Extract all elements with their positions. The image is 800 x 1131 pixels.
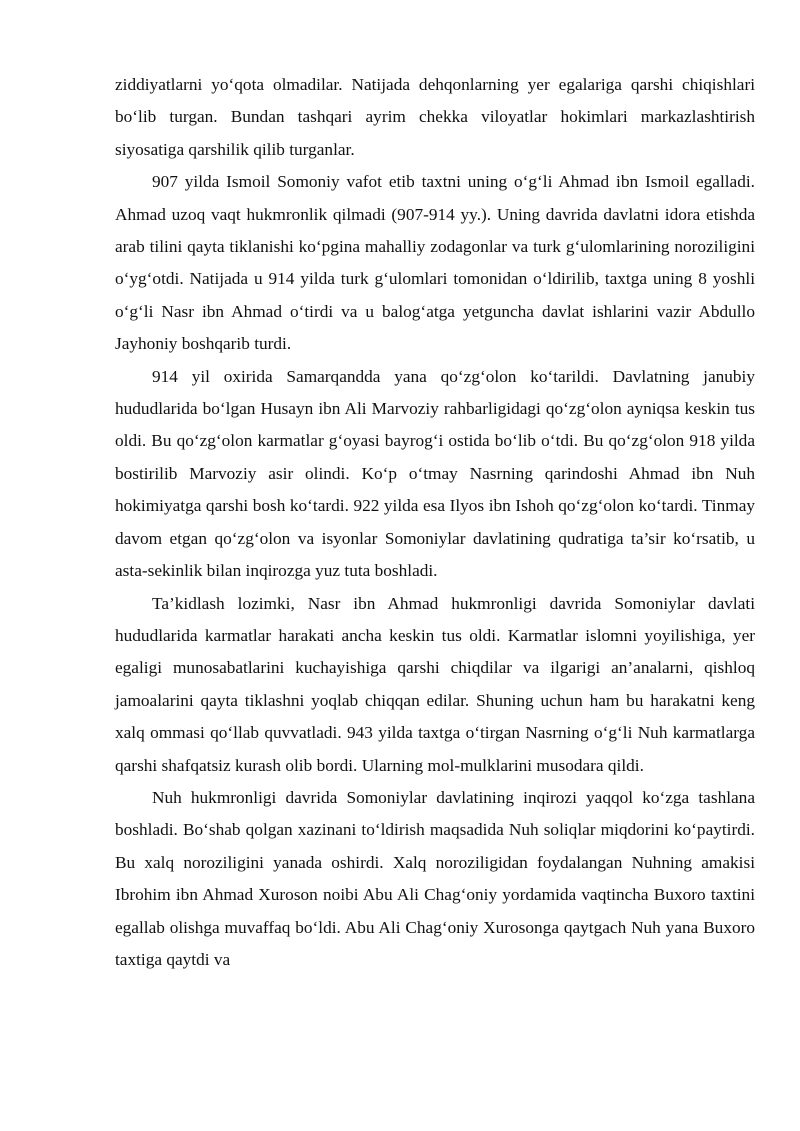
paragraph-5: Nuh hukmronligi davrida Somoniylar davlatining inqirozi yaqqol ko‘zga tashlana boshladi. Bo‘shab qolgan xazinani to‘ldirish maqsadida Nuh soliqlar miqdorini ko‘paytirdi. Bu xalq noroziligini yanada oshirdi. Xalq noroziligidan foydalangan Nuhning amakisi Ibrohim ibn Ahmad Xuroson noibi Abu Ali Chag‘oniy yordamida vaqtincha Buxoro taxtini egallab olishga muvaffaq bo‘ldi. Abu Ali Chag‘oniy Xurosonga qaytgach Nuh yana Buxoro taxtiga qaytdi va xyxy=(115,787,755,969)
document-page xyxy=(115,69,755,976)
paragraph-1: ziddiyatlarni yo‘qota olmadilar. Natijada dehqonlarning yer egalariga qarshi chiqishlari bo‘lib turgan. Bundan tashqari ayrim chekka viloyatlar hokimlari markazlashtirish siyosatiga qarshilik qilib turganlar. xyxy=(115,75,755,159)
paragraph-3: 914 yil oxirida Samarqandda yana qo‘zg‘olon ko‘tarildi. Davlatning janubiy hududlarida bo‘lgan Husayn ibn Ali Marvoziy rahbarligidagi qo‘zg‘olon ayniqsa keskin tus oldi. Bu qo‘zg‘olon karmatlar g‘oyasi bayrog‘i ostida bo‘lib o‘tdi. Bu qo‘zg‘olon 918 yilda bostirilib Marvoziy asir olindi. Ko‘p o‘tmay Nasrning qarindoshi Ahmad ibn Nuh hokimiyatga qarshi bosh ko‘tardi. 922 yilda esa Ilyos ibn Ishoh qo‘zg‘olon ko‘tardi. Tinmay davom etgan qo‘zg‘olon va isyonlar Somoniylar davlatining qudratiga ta’sir ko‘rsatib, u asta-sekinlik bilan inqirozga yuz tuta boshladi. xyxy=(115,366,755,581)
paragraph-2: 907 yilda Ismoil Somoniy vafot etib taxtni uning o‘g‘li Ahmad ibn Ismoil egalladi. Ahmad uzoq vaqt hukmronlik qilmadi (907-914 yy.). Uning davrida davlatni idora etishda arab tilini qayta tiklanishi ko‘pgina mahalliy zodagonlar va turk g‘ulomlarining noroziligini o‘yg‘otdi. Natijada u 914 yilda turk g‘ulomlari tomonidan o‘ldirilib, taxtga uning 8 yoshli o‘g‘li Nasr ibn Ahmad o‘tirdi va u balog‘atga yetguncha davlat ishlarini vazir Abdullo Jayhoniy boshqarib turdi. xyxy=(115,172,755,354)
paragraph-4: Ta’kidlash lozimki, Nasr ibn Ahmad hukmronligi davrida Somoniylar davlati hududlarida karmatlar harakati ancha keskin tus oldi. Karmatlar islomni yoyilishiga, yer egaligi munosabatlarini kuchayishiga qarshi chiqdilar va ilgarigi an’analarni, qishloq jamoalarini qayta tiklashni yoqlab chiqqan edilar. Shuning uchun ham bu harakatni keng xalq ommasi qo‘llab quvvatladi. 943 yilda taxtga o‘tirgan Nasrning o‘g‘li Nuh karmatlarga qarshi shafqatsiz kurash olib bordi. Ularning mol-mulklarini musodara qildi. xyxy=(115,593,755,775)
